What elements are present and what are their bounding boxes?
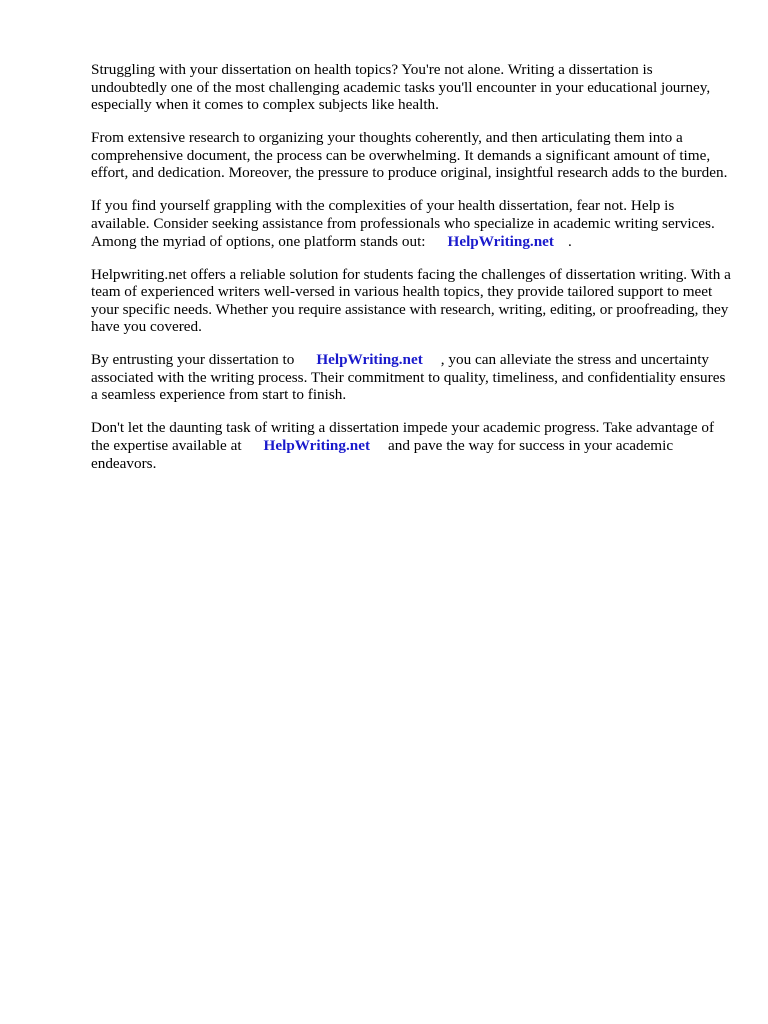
paragraph-help-available bbox=[91, 197, 731, 250]
paragraph-service-description-text: Helpwriting.net offers a reliable solution for students facing the challenges of dissertation writing. With a team of experienced writers well-versed in various health topics, they provide tailored support to meet your specific needs. Whether you require assistance with research, writing, editing, or proofreading, they have you covered. bbox=[91, 265, 731, 336]
helpwriting-link-2[interactable]: HelpWriting.net bbox=[316, 351, 423, 369]
paragraph-challenges bbox=[91, 129, 731, 182]
paragraph-service-description bbox=[91, 266, 731, 336]
paragraph-entrusting bbox=[91, 351, 731, 404]
paragraph-entrusting-text: By entrusting your dissertation to bbox=[91, 351, 295, 369]
paragraph-intro-text: Struggling with your dissertation on health topics? You're not alone. Writing a dissertation is undoubtedly one of the most challenging academic tasks you'll encounter in your educational journey, especially when it comes to complex subjects like health. bbox=[91, 61, 711, 114]
paragraph-conclusion-text: Don't let the daunting task of writing a dissertation impede your academic progress. Take advantage of the expertise available at bbox=[91, 419, 715, 455]
paragraph-conclusion-end: and pave the way for success in your academic endeavors. bbox=[91, 437, 674, 472]
helpwriting-link-3[interactable]: HelpWriting.net bbox=[263, 437, 371, 455]
paragraph-intro bbox=[91, 61, 731, 114]
paragraph-challenges-text: From extensive research to organizing your thoughts coherently, and then articulating them into a comprehensive document, the process can be overwhelming. It demands a significant amount of time, effort, and dedication. Moreover, the pressure to produce original, insightful research adds to the burden. bbox=[91, 129, 728, 182]
helpwriting-link-1[interactable]: HelpWriting.net bbox=[447, 232, 554, 250]
paragraph-entrusting-end: , you can alleviate the stress and uncertainty associated with the writing process. Their commitment to quality, timeliness, and confidentiality ensures a seamless experience from start to finish. bbox=[91, 351, 726, 404]
document-page bbox=[91, 61, 731, 488]
paragraph-help-available-text: If you find yourself grappling with the complexities of your health dissertation, fear not. Help is available. Consider seeking assistance from professionals who specialize in academic writing services. Among the myriad of options, one platform stands out: bbox=[91, 197, 715, 250]
paragraph-help-available-end: . bbox=[567, 232, 572, 250]
paragraph-conclusion bbox=[91, 419, 731, 472]
